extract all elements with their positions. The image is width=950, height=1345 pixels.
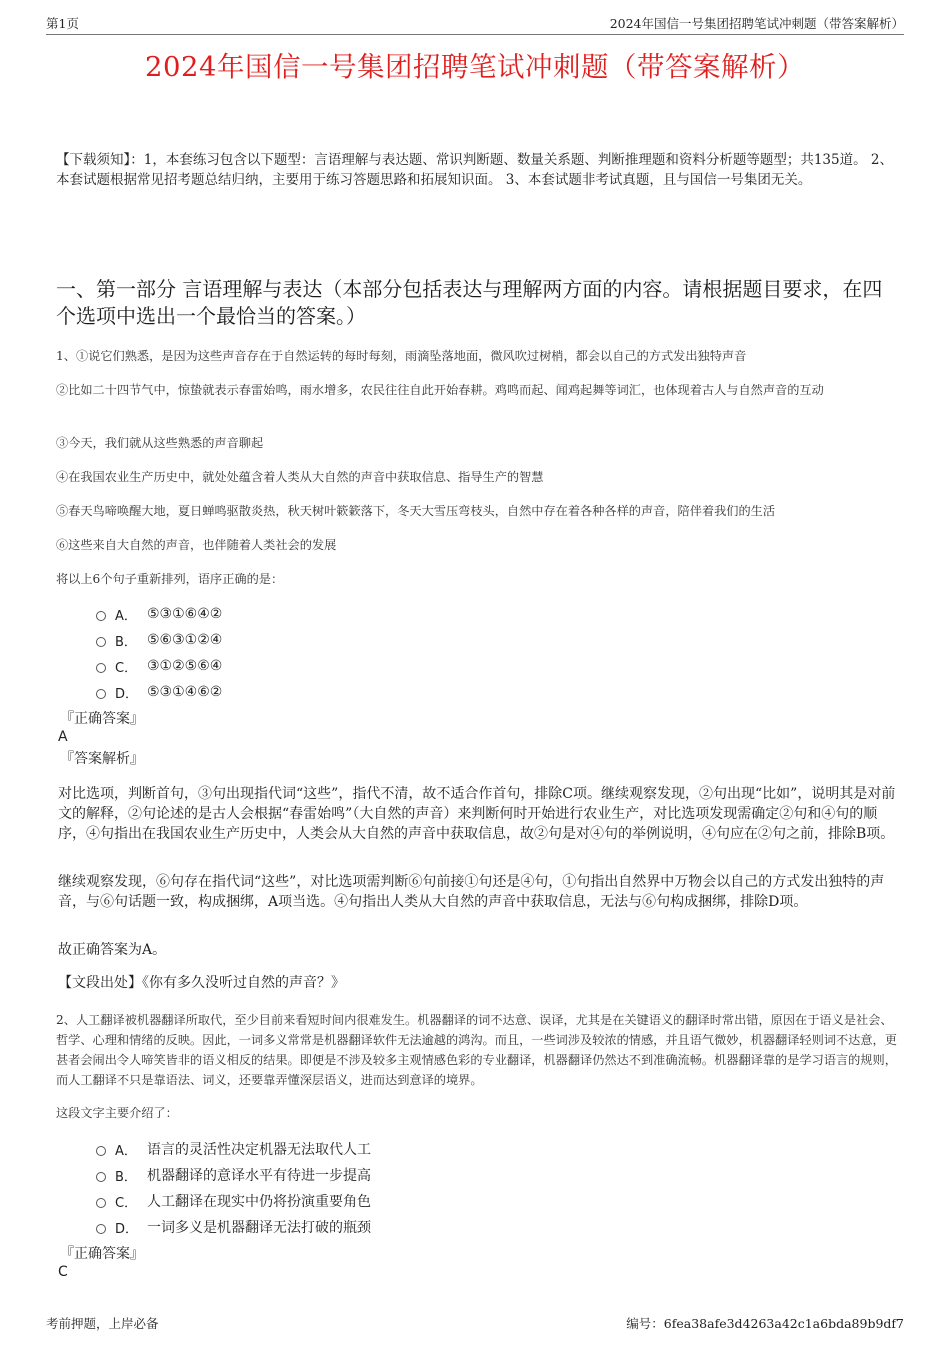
q1-sentence-2: ②比如二十四节气中，惊蛰就表示春雷始鸣，雨水增多，农民往往自此开始春耕。鸡鸣而起、闻鸡起舞等词汇，也体现着古人与自然声音的互动 [56, 383, 824, 397]
header-doc-title: 2024年国信一号集团招聘笔试冲刺题（带答案解析） [609, 16, 904, 31]
q1-analysis-conclusion: 故正确答案为A。 [58, 942, 167, 958]
q1-sentence-1: 1、①说它们熟悉，是因为这些声音存在于自然运转的每时每刻，雨滴坠落地面，微风吹过树梢，都会以自己的方式发出独特声音 [56, 349, 747, 363]
section-title: 一、第一部分 言语理解与表达（本部分包括表达与理解两方面的内容。请根据题目要求，在四个选项中选出一个最恰当的答案。） [56, 277, 883, 328]
radio-icon[interactable] [96, 1172, 106, 1182]
q2-stem: 2、人工翻译被机器翻译所取代，至少目前来看短时间内很难发生。机器翻译的词不达意、误译，尤其是在关键语义的翻译时常出错，原因在于语义是社会、哲学、心理和情绪的反映。因此，一词多义常常是机器翻译软件无法逾越的鸿沟。而且，一些词涉及较浓的情感，并且语气微妙，机器翻译轻则词不达意，更甚者会闹出令人啼笑皆非的语义相反的结果。即便是不涉及较多主观情感色彩的专业翻译，机器翻译仍然达不到准确流畅。机器翻译靠的是学习语言的规则，而人工翻译不只是靠语法、词义，还要靠弄懂深层语义，进而达到意译的境界。 [56, 1013, 897, 1087]
q1-analysis-label: 『答案解析』 [60, 751, 144, 767]
download-notice: 【下载须知】：1，本套练习包含以下题型：言语理解与表达题、常识判断题、数量关系题、判断推理题和资料分析题等题型；共135道。 2、本套试题根据常见招考题总结归纳，主要用于练习答题思路和拓展知识面。 3、本套试题非考试真题，且与国信一号集团无关。 [56, 152, 893, 188]
q2-option-d[interactable]: D． 一词多义是机器翻译无法打破的瓶颈 [96, 1214, 371, 1240]
radio-icon[interactable] [96, 611, 106, 621]
q1-sentence-3: ③今天，我们就从这些熟悉的声音聊起 [56, 436, 264, 450]
q1-option-b[interactable]: B． ⑤⑥③①②④ [96, 627, 222, 653]
q1-sentence-4: ④在我国农业生产历史中，就处处蕴含着人类从大自然的声音中获取信息、指导生产的智慧 [56, 470, 544, 484]
q2-answer-label: 『正确答案』 [60, 1246, 144, 1262]
q1-sentence-5: ⑤春天鸟啼唤醒大地，夏日蝉鸣驱散炎热，秋天树叶簌簌落下，冬天大雪压弯枝头，自然中存在着各种各样的声音，陪伴着我们的生活 [56, 504, 776, 518]
q1-option-c[interactable]: C． ③①②⑤⑥④ [96, 653, 222, 679]
q1-answer: A [58, 729, 68, 745]
footer-serial: 编号：6fea38afe3d4263a42c1a6bda89b9df7 [626, 1316, 904, 1331]
radio-icon[interactable] [96, 637, 106, 647]
page-number: 第1页 [46, 16, 79, 31]
q1-question: 将以上6个句子重新排列，语序正确的是： [56, 572, 284, 586]
q1-options [96, 601, 222, 705]
q2-question: 这段文字主要介绍了： [56, 1106, 178, 1120]
radio-icon[interactable] [96, 1198, 106, 1208]
q2-option-a[interactable]: A． 语言的灵活性决定机器无法取代人工 [96, 1136, 371, 1162]
page-header [46, 12, 904, 35]
q1-analysis-para-2: 继续观察发现，⑥句存在指代词“这些”，对比选项需判断⑥句前接①句还是④句，①句指出自然界中万物会以自己的方式发出独特的声音，与⑥句话题一致，构成捆绑，A项当选。④句指出人类从大自然的声音中获取信息，无法与⑥句构成捆绑，排除D项。 [58, 874, 885, 910]
q1-option-d[interactable]: D． ⑤③①④⑥② [96, 679, 222, 705]
q1-answer-label: 『正确答案』 [60, 711, 144, 727]
q1-sentence-6: ⑥这些来自大自然的声音，也伴随着人类社会的发展 [56, 538, 337, 552]
q2-option-b[interactable]: B． 机器翻译的意译水平有待进一步提高 [96, 1162, 371, 1188]
radio-icon[interactable] [96, 689, 106, 699]
footer-slogan: 考前押题，上岸必备 [46, 1316, 159, 1331]
q2-answer: C [58, 1264, 68, 1280]
q1-source: 【文段出处】《你有多久没听过自然的声音？》 [58, 975, 345, 991]
q1-option-a[interactable]: A． ⑤③①⑥④② [96, 601, 222, 627]
radio-icon[interactable] [96, 663, 106, 673]
document-title: 2024年国信一号集团招聘笔试冲刺题（带答案解析） [145, 51, 805, 83]
radio-icon[interactable] [96, 1146, 106, 1156]
radio-icon[interactable] [96, 1224, 106, 1234]
q2-options [96, 1136, 371, 1240]
q1-analysis-para-1: 对比选项，判断首句，③句出现指代词“这些”，指代不清，故不适合作首句，排除C项。继续观察发现，②句出现“比如”，说明其是对前文的解释，②句论述的是古人会根据“春雷始鸣”（大自然的声音）来判断何时开始进行农业生产，对比选项发现需确定②句和④句的顺序，④句指出在我国农业生产历史中，人类会从大自然的声音中获取信息，故②句是对④句的举例说明，④句应在②句之前，排除B项。 [58, 786, 896, 842]
q2-option-c[interactable]: C． 人工翻译在现实中仍将扮演重要角色 [96, 1188, 371, 1214]
